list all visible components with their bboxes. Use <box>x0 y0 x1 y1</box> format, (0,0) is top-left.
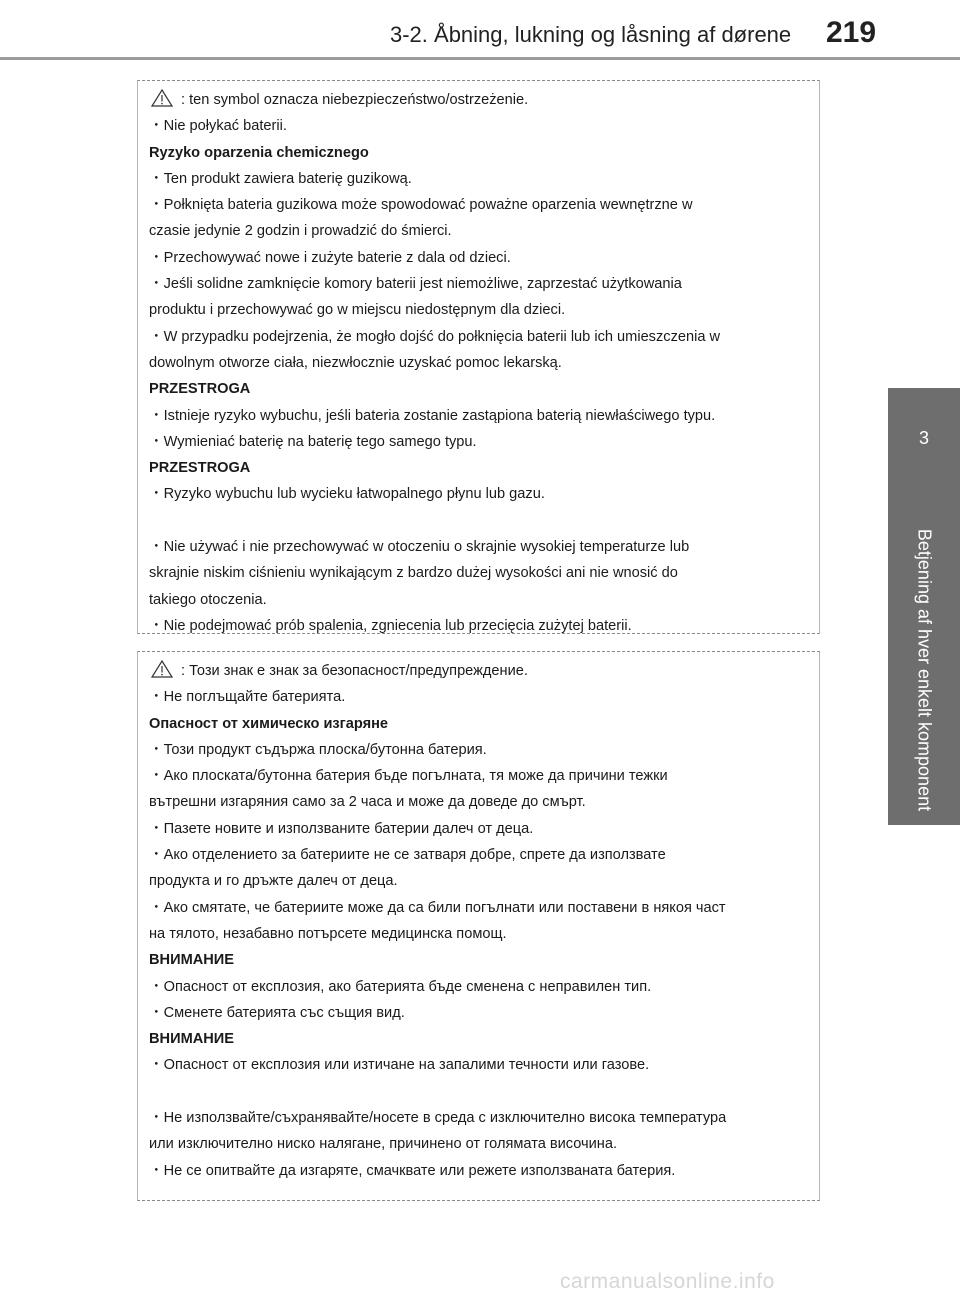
header-rule <box>0 57 960 60</box>
text-line: produktu i przechowywać go w miejscu niedostępnym dla dzieci. <box>149 302 566 319</box>
warning-legend-text: : ten symbol oznacza niebezpieczeństwo/ostrzeżenie. <box>181 92 529 108</box>
text-line: ・Не използвайте/съхранявайте/носете в среда с изключително висока температура <box>149 1110 727 1127</box>
text-line: ・Istnieje ryzyko wybuchu, jeśli bateria zostanie zastąpiona baterią niewłaściwego typu. <box>149 407 716 424</box>
text-line: ・Nie podejmować prób spalenia, zgniecenia lub przecięcia zużytej baterii. <box>149 617 632 634</box>
text-line: ・Сменете батерията със същия вид. <box>149 1004 405 1021</box>
warning-triangle-icon <box>151 660 173 678</box>
text-line: ・Przechowywać nowe i zużyte baterie z dala od dzieci. <box>149 249 511 266</box>
text-line: skrajnie niskim ciśnieniu wynikającym z bardzo dużej wysokości ani nie wnosić do <box>149 565 678 582</box>
text-line <box>149 508 809 534</box>
section-heading: PRZESTROGA <box>149 381 251 398</box>
text-line: вътрешни изгаряния само за 2 часа и може да доведе до смърт. <box>149 794 586 811</box>
section-heading: Опасност от химическо изгаряне <box>149 715 389 732</box>
section-heading: ВНИМАНИЕ <box>149 952 235 969</box>
text-line: ・Ако плоската/бутонна батерия бъде погълната, тя може да причини тежки <box>149 768 668 785</box>
warning-triangle-icon <box>151 89 173 107</box>
text-line: продукта и го дръжте далеч от деца. <box>149 873 398 890</box>
header-title: 3-2. Åbning, lukning og låsning af dørene <box>390 22 792 47</box>
warning-legend-text: : Този знак е знак за безопасност/предупреждение. <box>181 663 528 679</box>
text-line <box>149 658 809 684</box>
text-line: ・W przypadku podejrzenia, że mogło dojść do połknięcia baterii lub ich umieszczenia w <box>149 328 721 345</box>
section-heading: PRZESTROGA <box>149 460 251 477</box>
text-line <box>149 87 809 113</box>
section-heading: ВНИМАНИЕ <box>149 1031 235 1048</box>
text-line: ・Този продукт съдържа плоска/бутонна батерия. <box>149 741 487 758</box>
text-line: ・Опасност от експлозия или изтичане на запалими течности или газове. <box>149 1057 650 1074</box>
text-line: ・Ако смятате, че батериите може да са били погълнати или поставени в някоя част <box>149 899 726 916</box>
text-line <box>149 1079 809 1105</box>
text-line: ・Не поглъщайте батерията. <box>149 689 346 706</box>
text-line: ・Połknięta bateria guzikowa może spowodować poważne oparzenia wewnętrzne w <box>149 197 693 214</box>
section-heading: Ryzyko oparzenia chemicznego <box>149 144 369 161</box>
page-number: 219 <box>826 16 877 49</box>
text-line: ・Nie używać i nie przechowywać w otoczeniu o skrajnie wysokiej temperaturze lub <box>149 539 690 556</box>
text-line: czasie jedynie 2 godzin i prowadzić do śmierci. <box>149 223 452 240</box>
text-line: takiego otoczenia. <box>149 591 267 608</box>
text-line: ・Nie połykać baterii. <box>149 118 287 135</box>
text-line: на тялото, незабавно потърсете медицинска помощ. <box>149 925 507 942</box>
footer-watermark: carmanualsonline.info <box>560 1270 775 1293</box>
chapter-number: 3 <box>918 428 929 448</box>
text-line: ・Опасност от експлозия, ако батерията бъде сменена с неправилен тип. <box>149 978 652 995</box>
text-line: или изключително ниско налягане, причинено от голямата височина. <box>149 1136 618 1153</box>
chapter-side-tab <box>888 388 960 825</box>
text-line: ・Jeśli solidne zamknięcie komory baterii jest niemożliwe, zaprzestać użytkowania <box>149 276 682 293</box>
notice-box-polish <box>137 80 820 634</box>
chapter-label: Betjening af hver enkelt komponent <box>914 528 935 812</box>
text-line: ・Wymieniać baterię na baterię tego samego typu. <box>149 433 477 450</box>
text-line: ・Ryzyko wybuchu lub wycieku łatwopalnego płynu lub gazu. <box>149 486 545 503</box>
text-line: ・Пазете новите и използваните батерии далеч от деца. <box>149 820 534 837</box>
text-line: ・Не се опитвайте да изгаряте, смачквате или режете използваната батерия. <box>149 1162 676 1179</box>
text-line: dowolnym otworze ciała, niezwłocznie uzyskać pomoc lekarską. <box>149 354 562 371</box>
text-line: ・Ако отделението за батериите не се затваря добре, спрете да използвате <box>149 847 666 864</box>
notice-box-bulgarian <box>137 651 820 1201</box>
text-line: ・Ten produkt zawiera baterię guzikową. <box>149 170 412 187</box>
